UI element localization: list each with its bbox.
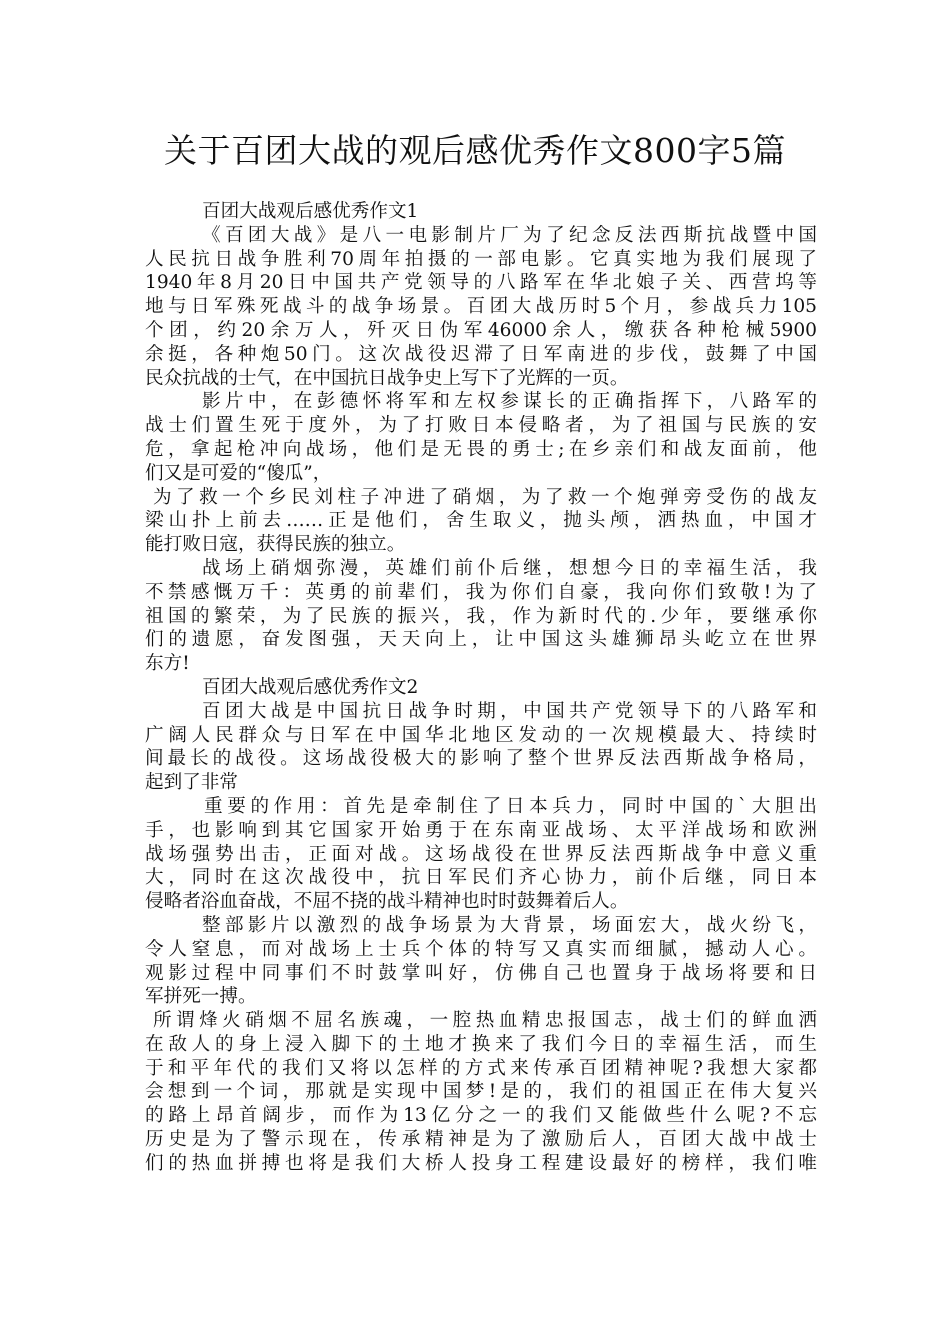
text-line: 能打败日寇，获得民族的独立。: [145, 534, 406, 556]
text-line: 影片中，在彭德怀将军和左权参谋长的正确指挥下，八路军的: [202, 391, 817, 413]
text-line: 战士们置生死于度外，为了打败日本侵略者，为了祖国与民族的安: [145, 415, 817, 437]
text-line: 余挺，各种炮50门。这次战役迟滞了日军南进的步伐，鼓舞了中国: [145, 343, 817, 365]
text-line: 在敌人的身上浸入脚下的土地才换来了我们今日的幸福生活，而生: [145, 1033, 817, 1055]
text-line: 起到了非常: [145, 772, 238, 794]
text-line: 百团大战观后感优秀作文1: [202, 201, 419, 222]
text-line: 广阔人民群众与日军在中国华北地区发动的一次规模最大、持续时: [145, 724, 817, 746]
text-line: 为了救一个乡民刘柱子冲进了硝烟，为了救一个炮弹旁受伤的战友: [153, 486, 817, 508]
text-line: 侵略者浴血奋战，不屈不挠的战斗精神也时时鼓舞着后人。: [145, 891, 629, 913]
text-line: 们的遗愿，奋发图强，天天向上，让中国这头雄狮昂头屹立在世界: [145, 629, 817, 651]
text-line: 军拼死一搏。: [145, 986, 257, 1008]
text-line: 大，同时在这次战役中，抗日军民们齐心协力，前仆后继，同日本: [145, 867, 817, 889]
text-line: 民众抗战的士气，在中国抗日战争史上写下了光辉的一页。: [145, 367, 629, 389]
document-body: [145, 200, 817, 1176]
text-line: 们的热血拼搏也将是我们大桥人投身工程建设最好的榜样，我们唯: [145, 1152, 817, 1174]
text-line: 地与日军殊死战斗的战争场景。百团大战历时5个月，参战兵力105: [145, 296, 817, 318]
text-line: 手，也影响到其它国家开始勇于在东南亚战场、太平洋战场和欧洲: [145, 819, 817, 841]
text-line: 百团大战是中国抗日战争时期，中国共产党领导下的八路军和: [202, 700, 817, 722]
text-line: 百团大战观后感优秀作文2: [202, 676, 419, 698]
text-line: 观影过程中同事们不时鼓掌叫好，仿佛自己也置身于战场将要和日: [145, 962, 817, 984]
text-line: 梁山扑上前去……正是他们，舍生取义，抛头颅，洒热血，中国才: [145, 510, 817, 532]
text-line: 东方!: [145, 653, 190, 675]
text-line: 《百团大战》是八一电影制片厂为了纪念反法西斯抗战暨中国: [202, 224, 817, 246]
text-line: 祖国的繁荣，为了民族的振兴，我，作为新时代的.少年，要继承你: [145, 605, 817, 627]
text-line: 们又是可爱的“傻瓜”，: [145, 462, 332, 484]
text-line: 不禁感慨万千：英勇的前辈们，我为你们自豪，我向你们致敬!为了: [145, 581, 817, 603]
document-title: 关于百团大战的观后感优秀作文800字5篇: [164, 131, 786, 170]
text-line: 令人窒息，而对战场上士兵个体的特写又真实而细腻，撼动人心。: [145, 938, 817, 960]
text-line: 整部影片以激烈的战争场景为大背景，场面宏大，战火纷飞，: [202, 914, 817, 936]
text-line: 战场强势出击，正面对战。这场战役在世界反法西斯战争中意义重: [145, 843, 817, 865]
text-line: 所谓烽火硝烟不屈名族魂，一腔热血精忠报国志，战士们的鲜血洒: [153, 1010, 817, 1032]
text-line: 危，拿起枪冲向战场，他们是无畏的勇士;在乡亲们和战友面前，他: [145, 438, 817, 460]
text-line: 于和平年代的我们又将以怎样的方式来传承百团精神呢?我想大家都: [145, 1057, 817, 1079]
text-line: 人民抗日战争胜利70周年拍摄的一部电影。它真实地为我们展现了: [145, 248, 817, 270]
text-line: 个团，约20余万人，歼灭日伪军46000余人，缴获各种枪械5900: [145, 319, 817, 341]
text-line: 历史是为了警示现在，传承精神是为了激励后人，百团大战中战士: [145, 1129, 817, 1151]
text-line: 战场上硝烟弥漫，英雄们前仆后继，想想今日的幸福生活，我: [202, 557, 817, 579]
text-line: 间最长的战役。这场战役极大的影响了整个世界反法西斯战争格局，: [145, 748, 817, 770]
text-line: 会想到一个词，那就是实现中国梦!是的，我们的祖国正在伟大复兴: [145, 1081, 817, 1103]
text-line: 1940年8月20日中国共产党领导的八路军在华北娘子关、西营坞等: [145, 272, 817, 294]
text-line: 重要的作用：首先是牵制住了日本兵力，同时中国的`大胆出: [204, 795, 817, 817]
text-line: 的路上昂首阔步，而作为13亿分之一的我们又能做些什么呢?不忘: [145, 1105, 817, 1127]
